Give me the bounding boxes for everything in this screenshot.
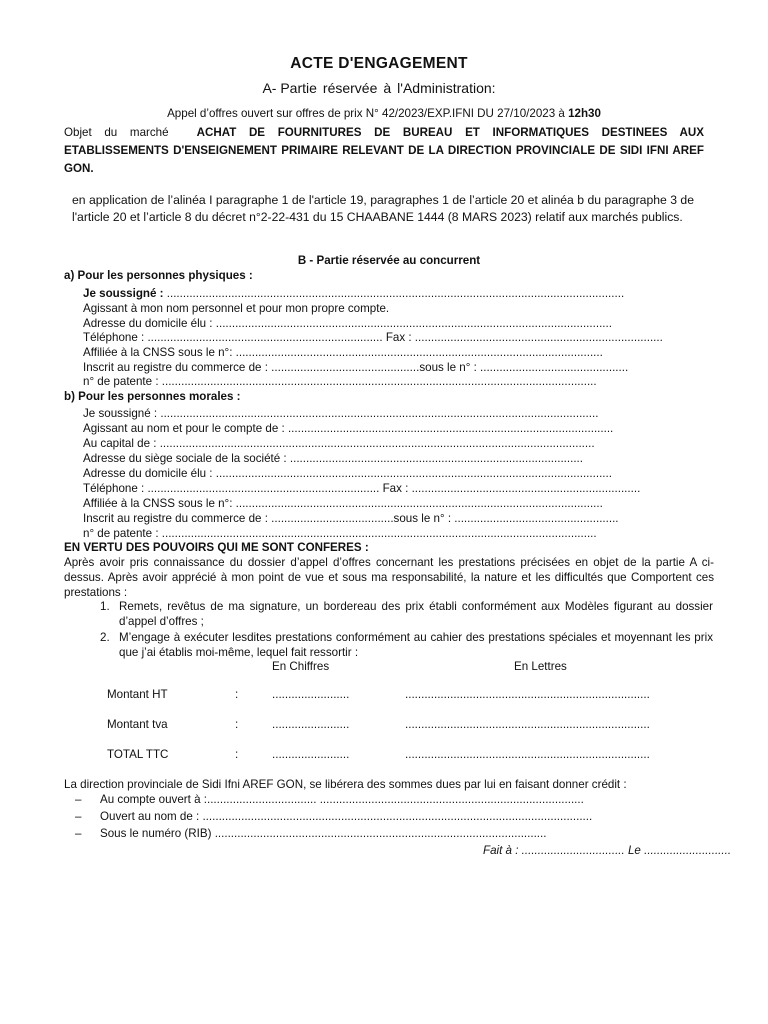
objet-text: ACHAT DE FOURNITURES DE BUREAU ET INFORMATIQUES DESTINEES AUX ETABLISSEMENTS D'ENSEIGNEMENT PRIMAIRE RELEVANT DE LA DIRECTION PROVINCIALE DE SIDI IFNI AREF GON. — [64, 126, 704, 175]
morales-heading: b) Pour les personnes morales : — [64, 390, 241, 403]
objet-label: Objet du marché — [64, 126, 169, 139]
col-lettres-header: En Lettres — [514, 660, 567, 673]
montant-label: Montant HT — [107, 688, 168, 701]
appel-offres-time: 12h30 — [568, 107, 601, 120]
section-b-title: B - Partie réservée au concurrent — [297, 254, 481, 267]
morales-registre: Inscrit au registre du commerce de : ......................................sous le n° : ................................................... — [83, 512, 619, 525]
signature-line — [483, 844, 731, 858]
montant-lettres-field: ............................................................................ — [405, 718, 650, 731]
section-a-a: à — [383, 80, 392, 96]
paiement-rib: Sous le numéro (RIB) ....................................................................................................... — [100, 827, 547, 840]
montant-chiffres-field: ........................ — [272, 718, 350, 731]
morales-capital: Au capital de : ....................................................................................................................................... — [83, 437, 595, 450]
pouvoirs-text: Après avoir pris connaissance du dossier d’appel d’offres concernant les prestations précisées en objet de la partie A ci-dessus. Après avoir apprécié à mon point de vue et sous ma responsabilité, la nature et les difficultés que Comportent ces prestations : — [64, 556, 714, 599]
physiques-agissant: Agissant à mon nom personnel et pour mon propre compte. — [83, 302, 390, 315]
montant-label: TOTAL TTC — [107, 748, 169, 761]
appel-offres-line — [0, 107, 768, 121]
morales-soussigne-dots: ........................................................................................................................................ — [160, 407, 599, 420]
morales-cnss: Affiliée à la CNSS sous le n°: .................................................................................................................. — [83, 497, 603, 510]
montant-colon: : — [235, 688, 239, 701]
morales-soussigne-label: Je soussigné : — [83, 407, 161, 420]
physiques-heading: a) Pour les personnes physiques : — [64, 269, 253, 282]
montant-lettres-field: ............................................................................ — [405, 748, 650, 761]
physiques-registre: Inscrit au registre du commerce de : ..............................................sous le n° : .............................................. — [83, 361, 629, 374]
paiement-text: La direction provinciale de Sidi Ifni AREF GON, se libérera des sommes dues par lui en faisant donner crédit : — [64, 778, 627, 791]
montant-colon: : — [235, 718, 239, 731]
le-label: Le — [624, 844, 645, 857]
application-paragraph: en application de l’alinéa I paragraphe 1 de l'article 19, paragraphes 1 de l’article 20 et alinéa b du paragraphe 3 de l'article 20 et l’article 8 du décret n°2-22-431 du 15 CHAABANE 1444 (8 MARS 2023) relatif aux marchés publics. — [72, 193, 694, 224]
morales-domicile: Adresse du domicile élu : ........................................................................................................................... — [83, 467, 612, 480]
le-field: ........................... — [644, 844, 732, 857]
dash-bullet: – — [75, 810, 82, 823]
physiques-domicile: Adresse du domicile élu : ........................................................................................................................... — [83, 317, 612, 330]
fait-field: ................................ — [521, 844, 625, 857]
dash-bullet: – — [75, 827, 82, 840]
morales-patente: n° de patente : ....................................................................................................................................... — [83, 527, 597, 540]
physiques-patente: n° de patente : ....................................................................................................................................... — [83, 375, 597, 388]
paiement-nom: Ouvert au nom de : ......................................................................................................................... — [100, 810, 593, 823]
pouvoirs-heading: EN VERTU DES POUVOIRS QUI ME SONT CONFERES : — [64, 541, 369, 554]
physiques-soussigne — [83, 287, 624, 301]
montant-label: Montant tva — [107, 718, 168, 731]
montant-colon: : — [235, 748, 239, 761]
document-title: ACTE D'ENGAGEMENT — [290, 55, 468, 72]
section-a-title — [0, 80, 758, 96]
morales-soussigne — [83, 407, 598, 421]
physiques-soussigne-dots: .............................................................................................................................................. — [166, 287, 625, 300]
objet-marche — [64, 124, 704, 178]
physiques-cnss: Affiliée à la CNSS sous le n°: .................................................................................................................. — [83, 346, 603, 359]
physiques-soussigne-label: Je soussigné : — [83, 287, 167, 300]
fait-label: Fait à : — [483, 844, 522, 857]
montant-lettres-field: ............................................................................ — [405, 688, 650, 701]
section-a-word: réservée — [322, 80, 378, 96]
montant-chiffres-field: ........................ — [272, 688, 350, 701]
list-item-text: Remets, revêtus de ma signature, un bordereau des prix établi conformément aux Modèles figurant au dossier d’appel d’offres ; — [119, 600, 713, 628]
section-a-rest: l'Administration: — [397, 80, 496, 96]
morales-telephone: Téléphone : ........................................................................ Fax : ....................................................................... — [83, 482, 641, 495]
list-item-text: M’engage à exécuter lesdites prestations conformément au cahier des prestations spéciales et moyennant les prix que j’ai établis moi-même, lequel fait ressortir : — [119, 631, 713, 659]
dash-bullet: – — [75, 793, 82, 806]
physiques-telephone: Téléphone : ......................................................................... Fax : ............................................................................. — [83, 331, 663, 344]
list-item-number: 1. — [100, 600, 110, 613]
appel-offres-text: Appel d’offres ouvert sur offres de prix N° 42/2023/EXP.IFNI DU 27/10/2023 à — [167, 107, 569, 120]
section-a-prefix: A- Partie — [262, 80, 317, 96]
morales-siege: Adresse du siège sociale de la société : ........................................................................................... — [83, 452, 583, 465]
morales-compte: Agissant au nom et pour le compte de : ..................................................................................................... — [83, 422, 614, 435]
paiement-compte: Au compte ouvert à :.................................. .................................................................................. — [100, 793, 584, 806]
montant-chiffres-field: ........................ — [272, 748, 350, 761]
col-chiffres-header: En Chiffres — [272, 660, 330, 673]
list-item-number: 2. — [100, 631, 110, 644]
